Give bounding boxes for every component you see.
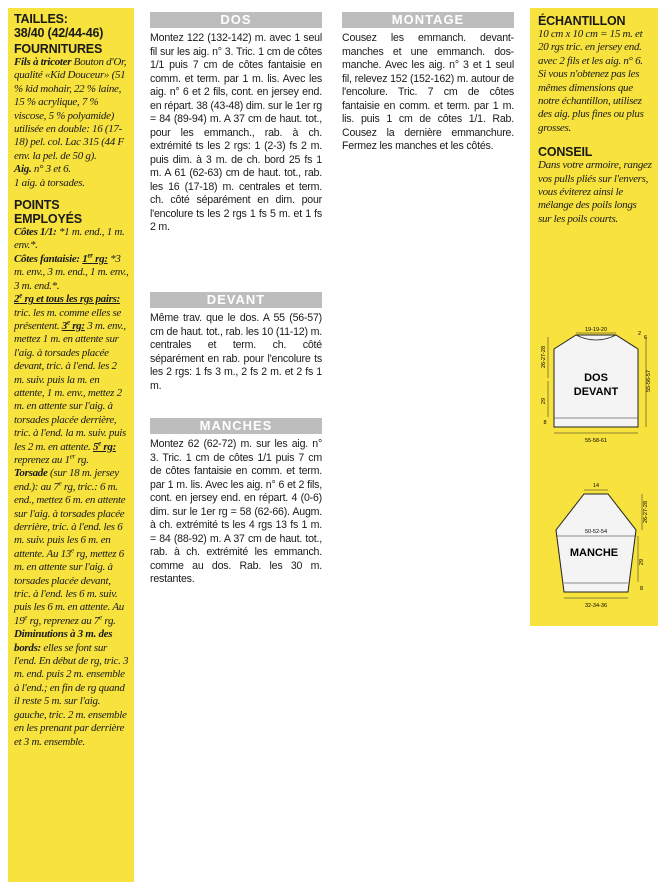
dos-band: DOS [150, 12, 322, 28]
echantillon-text: 10 cm x 10 cm = 15 m. et 20 rgs tric. en jersey end. avec 2 fils et les aig. n° 6. Si vous n'obtenez pas les mêmes dimensions que notre échantillon, utilisez des aig. plus fines ou plus grosses. [538, 28, 644, 134]
montage-band: MONTAGE [342, 12, 514, 28]
sleeve-bottom-width: 32-34-36 [584, 603, 608, 609]
body-neck-depth: 6 [644, 335, 648, 341]
tailles-value: 38/40 (42/44-46) [14, 26, 104, 40]
dos-text: Montez 122 (132-142) m. avec 1 seul fil sur les aig. n° 3. Tric. 1 cm de côtes 1/1 puis 7 cm de côtes fantaisie en comm. et term. par 1 m. lis. Avec les aig. n° 6 et 2 fils, cont. en jersey end. en répart. 38 (43-48) dim. sur le 1er rg = 84 (89-94) m. A 37 cm de haut. tot., pour les emmanch., rab. à ch. extrémité ts les 2 rgs: 1 (2-3) fs 2 m. puis dim. à 3 m. de ch. bord 25 fs 1 m. A 61 (62-63) cm de haut. tot., rab. les 16 (17-18) m. centrales et term. ch. côté séparément en dim. pour l'encolure ts les 2 rgs 1 fs 5 m. et 1 fs 2 m. [150, 32, 322, 233]
body-neck-depth2: 2 [638, 331, 642, 337]
sleeve-shape [556, 494, 636, 592]
montage-section [342, 12, 514, 154]
body-height: 29 [541, 397, 547, 405]
conseil-text: Dans votre armoire, rangez vos pulls pliés sur l'envers, vous éviterez ainsi le mélange des poils longs sur les poils courts. [538, 159, 652, 225]
sleeve-rib-height: 8 [640, 586, 644, 592]
dos-section [150, 12, 322, 235]
sleeve-cap-height: 26-27-28 [643, 500, 649, 524]
left-sidebar [8, 8, 134, 882]
body-total-height: 55-56-57 [646, 369, 652, 393]
points-text: Côtes 1/1: *1 m. end., 1 m. env.*. Côtes fantaisie: 1er rg: *3 m. env., 3 m. end., 1 m. env., 3 m. end.*. 2e rg et tous les rgs pairs: tric. les m. comme elles se présentent. 3e rg: 3 m. env., mettez 1 m. en attente sur l'aig. à torsades placée devant, tric. à l'end. les 2 m. suiv. puis la m. en attente, 1 m. env., mettez 2 m. en attente sur l'aig. à torsades placée derrière, tric. à l'end. la m. suiv. puis les 2 m. en attente. 5e rg: reprenez au 1er rg. Torsade (sur 18 m. jersey end.): au 7e rg, tric.: 6 m. end., mettez 6 m. en attente sur l'aig. à torsades placée derrière, tric. à l'end. les 6 m. suiv. puis les 6 m. en attente. Au 13e rg, mettez 6 m. en attente sur l'aig. à torsades placée devant, tric. à l'end. les 6 m. suiv. puis les 6 m. en attente. Au 19e rg, reprenez au 7e rg. Diminutions à 3 m. des bords: elles se font sur l'end. En début de rg, tric. 3 m. end. puis 2 m. ensemble à l'end.; en fin de rg quand il reste 5 m. sur l'aig. gauche, tric. 2 m. ensemble en les prenant par derrière et 3 m. ensemble. [14, 226, 129, 748]
conseil-title: CONSEIL [538, 145, 593, 160]
montage-text: Cousez les emmanch. devant-manches et une emmanch. dos-manche. Avec les aig. n° 3 et 1 seul fil, relevez 152 (152-162) m. autour de l'encolure. Tric. 7 cm de côtes fantaisie en comm. et term. par 1 m. lis. puis 1 cm de côtes 1/1. Rab. Cousez la dernière emmanchure. Fermez les manches et les côtés. [342, 32, 514, 152]
devant-section [150, 292, 322, 393]
devant-text: Même trav. que le dos. A 55 (56-57) cm de haut. tot., rab. les 10 (11-12) m. centrales et term. ch. côté séparément en rab. pour l'encolure ts les 2 rgs: 1 fs 3 m., 2 fs 2 m. et 2 fs 1 m. [150, 312, 322, 392]
sleeve-label: MANCHE [569, 547, 619, 559]
body-schematic [532, 323, 652, 453]
fournitures-text: Fils à tricoter Bouton d'Or, qualité «Kid Douceur» (51 % kid mohair, 22 % laine, 15 % acrylique, 7 % viscose, 5 % polyamide) utilisée en double: 16 (17-18) pel. col. Lac 315 (44 F env. la pel. de 50 g). Aig. n° 3 et 6. 1 aig. à torsades. [14, 56, 127, 189]
body-label-devant: DEVANT [573, 386, 619, 398]
manches-band: MANCHES [150, 418, 322, 434]
manches-section [150, 418, 322, 587]
tailles-title: TAILLES: [14, 12, 68, 26]
sleeve-top-width: 14 [592, 483, 600, 489]
devant-band: DEVANT [150, 292, 322, 308]
body-width: 55-58-61 [584, 438, 608, 444]
right-sidebar [530, 8, 658, 626]
sleeve-body-height: 29 [639, 558, 645, 566]
points-title: POINTS EMPLOYÉS [14, 198, 82, 227]
body-label-dos: DOS [584, 372, 608, 384]
body-rib-height: 8 [543, 420, 547, 426]
echantillon-title: ÉCHANTILLON [538, 14, 626, 28]
fournitures-title: FOURNITURES [14, 42, 103, 56]
sleeve-mid-width: 50-52-54 [584, 529, 608, 535]
body-armhole-height: 26-27-28 [541, 345, 547, 369]
manches-text: Montez 62 (62-72) m. sur les aig. n° 3. Tric. 1 cm de côtes 1/1 puis 7 cm de côtes fantaisie en comm. et term. par 1 m. lis. Avec les aig. n° 6 et 2 fils, cont. en jersey end. en répart. 4 (0-6) dim. sur le 1er rg = 58 (62-66). Augm. à ch. extrémité ts les 4 rgs 13 fs 1 m. = 84 (88-92) m. A 37 cm de haut. tot., rab. à ch. extrémité les emmanch. comme au dos. Rab. les 30 m. restantes. [150, 438, 322, 585]
sleeve-schematic [532, 480, 652, 620]
body-neck-width: 19-19-20 [584, 327, 608, 333]
